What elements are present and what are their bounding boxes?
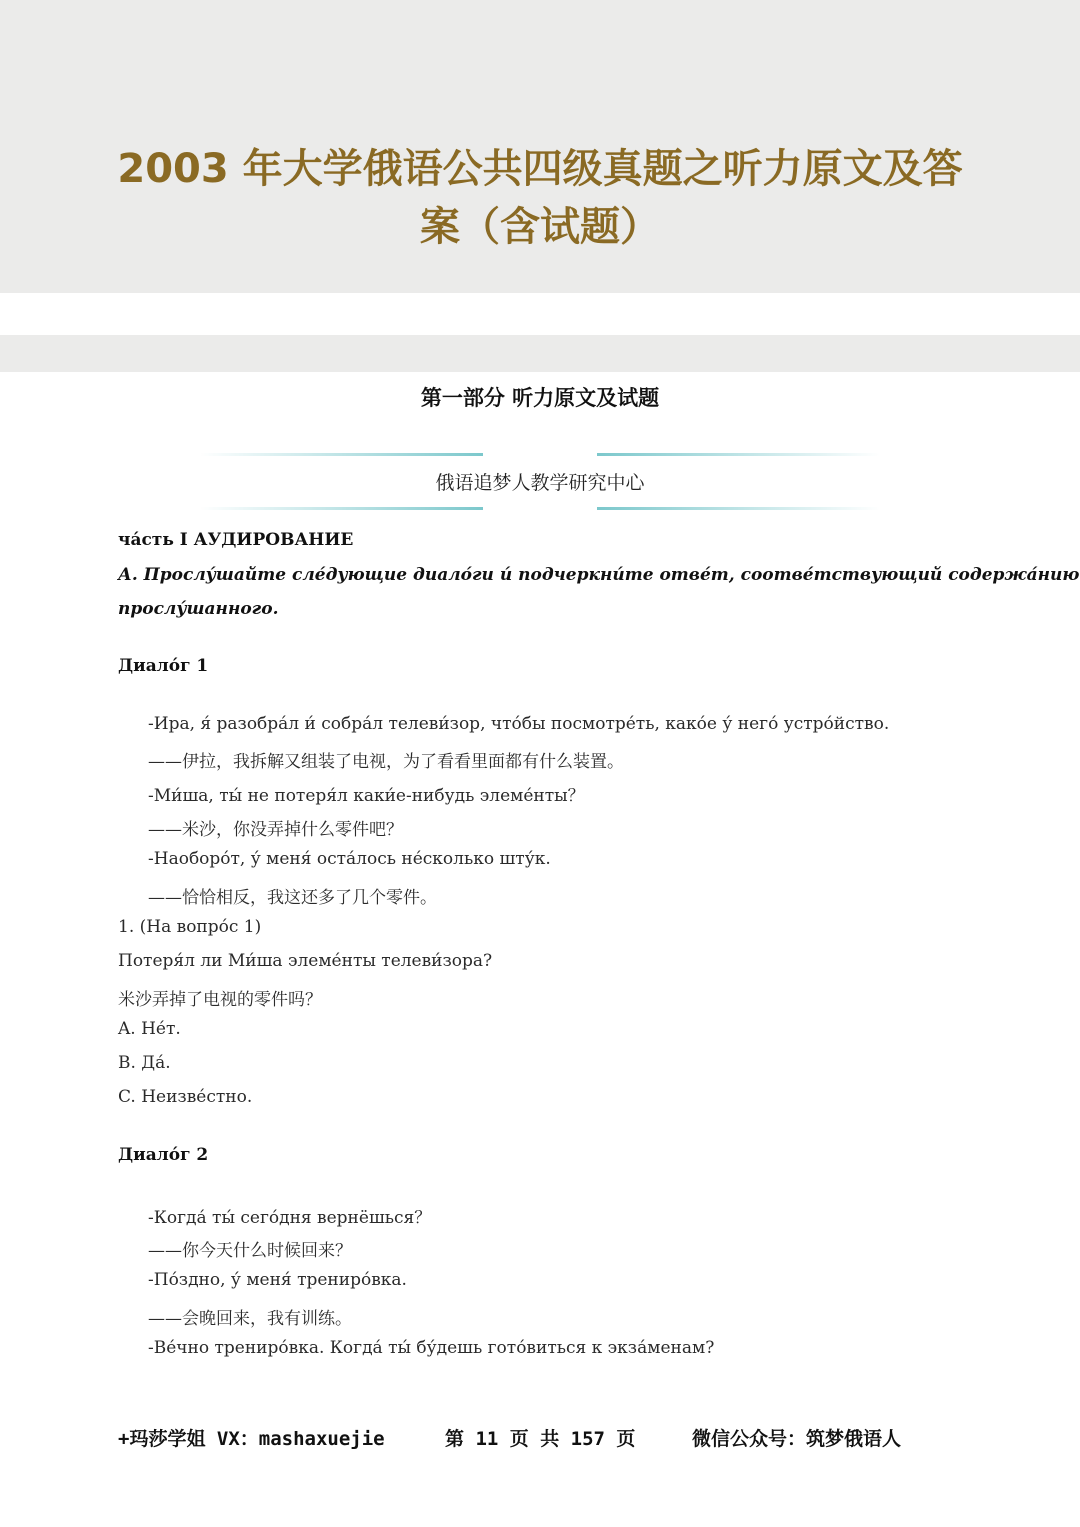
dialog-line: -Наоборо́т, у́ меня́ оста́лось не́сколько шту́к. — [148, 849, 551, 869]
dialog-line: -Ми́ша, ты́ не потеря́л каки́е-нибудь элеме́нты？ — [148, 786, 585, 806]
question-translation: 米沙弄掉了电视的零件吗？ — [118, 990, 322, 1010]
dialog-line: ——伊拉，我拆解又组装了电视，为了看看里面都有什么装置。 — [148, 752, 624, 772]
instruction-line: прослу́шанного. — [118, 599, 279, 619]
title-line-1: 2003 年大学俄语公共四级真题之听力原文及答 — [117, 146, 963, 192]
answer-option: C. Неизве́стно. — [118, 1087, 253, 1107]
dialog-line: ——恰恰相反，我这还多了几个零件。 — [148, 888, 437, 908]
question-label: 1. (На вопро́с 1) — [118, 917, 262, 937]
section-band — [0, 335, 1080, 372]
divider-rule — [200, 507, 483, 510]
dialog-title: Диало́г 1 — [118, 656, 209, 676]
divider-rule — [597, 507, 880, 510]
divider-rule — [200, 453, 483, 456]
dialog-line: ——会晚回来，我有训练。 — [148, 1309, 352, 1329]
answer-option: A. Не́т. — [118, 1019, 181, 1039]
dialog-line: -Когда́ ты́ сего́дня вернёшься？ — [148, 1208, 432, 1228]
part-title: 第一部分 听力原文及试题 — [420, 386, 660, 410]
answer-option: B. Да́. — [118, 1053, 171, 1073]
dialog-line: -Ве́чно трениро́вка. Когда́ ты́ бу́дешь гото́виться к экза́менам? — [148, 1338, 715, 1358]
page-number: 第 11 页 共 157 页 — [445, 1428, 636, 1450]
divider-rule — [597, 453, 880, 456]
footer-account: 微信公众号：筑梦俄语人 — [692, 1428, 902, 1450]
dialog-line: ——你今天什么时候回来？ — [148, 1241, 352, 1261]
dialog-line: -По́здно, у́ меня́ трениро́вка. — [148, 1270, 407, 1290]
title-line-2: 案（含试题） — [420, 204, 660, 250]
instruction-line: А. Прослу́шайте сле́дующие диало́ги и́ подчеркни́те отве́т, соотве́тствующий содержа́нию — [118, 565, 1080, 585]
center-name: 俄语追梦人教学研究中心 — [435, 472, 645, 494]
document-title — [90, 140, 990, 256]
dialog-line: ——米沙，你没弄掉什么零件吧？ — [148, 820, 403, 840]
section-heading: ча́сть I АУДИРОВАНИЕ — [118, 530, 354, 550]
dialog-line: -Ира, я́ разобра́л и́ собра́л телеви́зор, что́бы посмотре́ть, како́е у́ него́ устро́йство. — [148, 714, 890, 734]
question-text: Потеря́л ли Ми́ша элеме́нты телеви́зора? — [118, 951, 493, 971]
dialog-title: Диало́г 2 — [118, 1145, 209, 1165]
footer-contact: +玛莎学姐 VX：mashaxuejie — [118, 1428, 385, 1450]
